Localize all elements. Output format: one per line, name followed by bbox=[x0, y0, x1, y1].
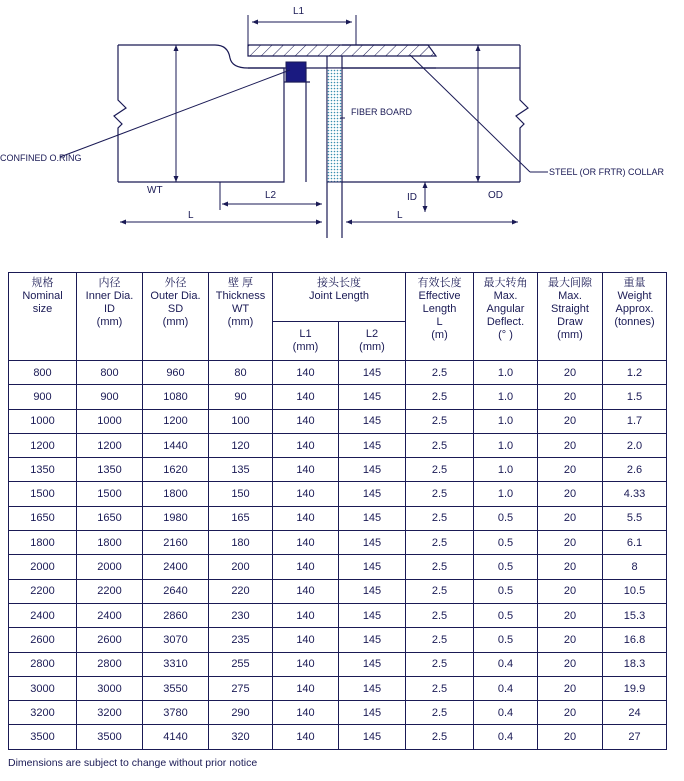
table-cell: 20 bbox=[538, 482, 603, 506]
table-cell: 20 bbox=[538, 531, 603, 555]
table-row bbox=[9, 725, 667, 749]
table-cell: 3070 bbox=[143, 628, 209, 652]
header-effective-length: 有效长度 Effective Length L (m) bbox=[406, 273, 474, 361]
table-cell: 5.5 bbox=[603, 506, 667, 530]
table-cell: 145 bbox=[339, 506, 406, 530]
label-od: OD bbox=[488, 190, 503, 201]
table-row bbox=[9, 361, 667, 385]
table-cell: 2.5 bbox=[406, 433, 474, 457]
label-l1: L1 bbox=[293, 6, 305, 17]
table-cell: 20 bbox=[538, 458, 603, 482]
table-cell: 4140 bbox=[143, 725, 209, 749]
table-cell: 145 bbox=[339, 433, 406, 457]
joint-cross-section-diagram bbox=[0, 0, 684, 245]
table-row bbox=[9, 555, 667, 579]
table-cell: 4.33 bbox=[603, 482, 667, 506]
table-cell: 275 bbox=[209, 676, 273, 700]
footnote: Dimensions are subject to change without prior notice bbox=[8, 757, 258, 769]
table-cell: 2600 bbox=[9, 628, 77, 652]
table-cell: 900 bbox=[77, 385, 143, 409]
table-cell: 145 bbox=[339, 725, 406, 749]
table-cell: 1.2 bbox=[603, 361, 667, 385]
header-joint-length: 接头长度 Joint Length bbox=[273, 273, 406, 322]
table-cell: 145 bbox=[339, 579, 406, 603]
header-angular-deflect: 最大转角 Max. Angular Deflect. (° ) bbox=[474, 273, 538, 361]
table-cell: 140 bbox=[273, 725, 339, 749]
label-o-ring: CONFINED O.RING bbox=[0, 153, 82, 163]
table-cell: 230 bbox=[209, 603, 273, 627]
header-l1: L1 (mm) bbox=[273, 322, 339, 361]
table-cell: 145 bbox=[339, 701, 406, 725]
table-cell: 1.5 bbox=[603, 385, 667, 409]
table-cell: 140 bbox=[273, 652, 339, 676]
table-cell: 2400 bbox=[143, 555, 209, 579]
table-cell: 2.5 bbox=[406, 725, 474, 749]
table-cell: 145 bbox=[339, 676, 406, 700]
table-cell: 20 bbox=[538, 701, 603, 725]
table-cell: 2400 bbox=[77, 603, 143, 627]
table-cell: 135 bbox=[209, 458, 273, 482]
header-straight-draw: 最大间隙 Max. Straight Draw (mm) bbox=[538, 273, 603, 361]
table-cell: 1.0 bbox=[474, 433, 538, 457]
table-cell: 1650 bbox=[9, 506, 77, 530]
table-row bbox=[9, 701, 667, 725]
steel-collar bbox=[248, 45, 436, 56]
table-cell: 0.5 bbox=[474, 603, 538, 627]
table-cell: 1.0 bbox=[474, 361, 538, 385]
label-collar: STEEL (OR FRTR) COLLAR bbox=[549, 167, 665, 177]
header-outer-dia: 外径 Outer Dia. SD (mm) bbox=[143, 273, 209, 361]
table-cell: 20 bbox=[538, 385, 603, 409]
table-cell: 145 bbox=[339, 385, 406, 409]
table-row bbox=[9, 458, 667, 482]
table-cell: 800 bbox=[77, 361, 143, 385]
table-cell: 235 bbox=[209, 628, 273, 652]
table-cell: 290 bbox=[209, 701, 273, 725]
label-fiber-board: FIBER BOARD bbox=[351, 107, 413, 117]
table-cell: 1350 bbox=[77, 458, 143, 482]
table-cell: 900 bbox=[9, 385, 77, 409]
table-cell: 1350 bbox=[9, 458, 77, 482]
table-cell: 0.4 bbox=[474, 676, 538, 700]
table-cell: 27 bbox=[603, 725, 667, 749]
table-cell: 140 bbox=[273, 506, 339, 530]
table-cell: 220 bbox=[209, 579, 273, 603]
header-l2: L2 (mm) bbox=[339, 322, 406, 361]
table-cell: 20 bbox=[538, 361, 603, 385]
o-ring bbox=[286, 62, 306, 82]
table-cell: 2800 bbox=[77, 652, 143, 676]
table-cell: 20 bbox=[538, 433, 603, 457]
table-cell: 8 bbox=[603, 555, 667, 579]
table-cell: 3200 bbox=[9, 701, 77, 725]
table-cell: 140 bbox=[273, 385, 339, 409]
table-cell: 3000 bbox=[77, 676, 143, 700]
table-cell: 0.5 bbox=[474, 531, 538, 555]
table-cell: 2160 bbox=[143, 531, 209, 555]
table-cell: 145 bbox=[339, 555, 406, 579]
table-cell: 2800 bbox=[9, 652, 77, 676]
table-cell: 2.5 bbox=[406, 458, 474, 482]
right-pipe-break bbox=[516, 45, 528, 182]
table-cell: 1200 bbox=[9, 433, 77, 457]
table-cell: 2.5 bbox=[406, 652, 474, 676]
table-cell: 2.5 bbox=[406, 409, 474, 433]
table-cell: 1620 bbox=[143, 458, 209, 482]
table-cell: 3780 bbox=[143, 701, 209, 725]
table-cell: 0.5 bbox=[474, 628, 538, 652]
table-cell: 145 bbox=[339, 652, 406, 676]
left-pipe-outline bbox=[118, 45, 284, 182]
table-cell: 1800 bbox=[9, 531, 77, 555]
table-cell: 1500 bbox=[77, 482, 143, 506]
table-cell: 150 bbox=[209, 482, 273, 506]
table-cell: 0.5 bbox=[474, 555, 538, 579]
table-cell: 3310 bbox=[143, 652, 209, 676]
table-cell: 145 bbox=[339, 531, 406, 555]
pipe-spec-table bbox=[8, 272, 667, 750]
table-row bbox=[9, 531, 667, 555]
table-cell: 1.7 bbox=[603, 409, 667, 433]
table-cell: 140 bbox=[273, 676, 339, 700]
table-cell: 960 bbox=[143, 361, 209, 385]
table-cell: 20 bbox=[538, 676, 603, 700]
table-cell: 3550 bbox=[143, 676, 209, 700]
table-cell: 140 bbox=[273, 458, 339, 482]
header-inner-dia: 内径 Inner Dia. ID (mm) bbox=[77, 273, 143, 361]
spec-table-body bbox=[9, 361, 667, 750]
table-cell: 320 bbox=[209, 725, 273, 749]
table-cell: 140 bbox=[273, 482, 339, 506]
table-cell: 1.0 bbox=[474, 458, 538, 482]
table-cell: 140 bbox=[273, 409, 339, 433]
table-cell: 20 bbox=[538, 555, 603, 579]
table-row bbox=[9, 385, 667, 409]
table-row bbox=[9, 676, 667, 700]
table-cell: 2.5 bbox=[406, 603, 474, 627]
table-row bbox=[9, 652, 667, 676]
table-cell: 140 bbox=[273, 701, 339, 725]
table-cell: 2600 bbox=[77, 628, 143, 652]
table-cell: 140 bbox=[273, 603, 339, 627]
label-l-left: L bbox=[188, 210, 194, 221]
table-cell: 2.5 bbox=[406, 482, 474, 506]
header-weight: 重量 Weight Approx. (tonnes) bbox=[603, 273, 667, 361]
table-cell: 2.5 bbox=[406, 628, 474, 652]
table-cell: 1080 bbox=[143, 385, 209, 409]
table-cell: 0.5 bbox=[474, 579, 538, 603]
table-cell: 10.5 bbox=[603, 579, 667, 603]
table-cell: 80 bbox=[209, 361, 273, 385]
table-cell: 24 bbox=[603, 701, 667, 725]
table-cell: 200 bbox=[209, 555, 273, 579]
table-cell: 145 bbox=[339, 409, 406, 433]
table-cell: 120 bbox=[209, 433, 273, 457]
table-row bbox=[9, 433, 667, 457]
table-cell: 1650 bbox=[77, 506, 143, 530]
table-cell: 1.0 bbox=[474, 385, 538, 409]
table-cell: 2.5 bbox=[406, 361, 474, 385]
table-cell: 0.4 bbox=[474, 701, 538, 725]
table-cell: 140 bbox=[273, 433, 339, 457]
table-cell: 145 bbox=[339, 361, 406, 385]
table-cell: 20 bbox=[538, 725, 603, 749]
table-cell: 1200 bbox=[77, 433, 143, 457]
label-id: ID bbox=[407, 192, 417, 203]
table-cell: 145 bbox=[339, 458, 406, 482]
label-l-right: L bbox=[397, 210, 403, 221]
table-cell: 2.6 bbox=[603, 458, 667, 482]
table-cell: 2200 bbox=[9, 579, 77, 603]
table-cell: 3500 bbox=[9, 725, 77, 749]
label-wt: WT bbox=[147, 185, 163, 196]
table-cell: 1000 bbox=[9, 409, 77, 433]
table-cell: 20 bbox=[538, 506, 603, 530]
table-cell: 800 bbox=[9, 361, 77, 385]
table-cell: 3000 bbox=[9, 676, 77, 700]
table-cell: 1500 bbox=[9, 482, 77, 506]
table-cell: 2000 bbox=[77, 555, 143, 579]
table-cell: 1440 bbox=[143, 433, 209, 457]
table-cell: 140 bbox=[273, 531, 339, 555]
table-cell: 145 bbox=[339, 482, 406, 506]
table-cell: 2.5 bbox=[406, 555, 474, 579]
table-cell: 20 bbox=[538, 579, 603, 603]
table-cell: 0.5 bbox=[474, 506, 538, 530]
table-cell: 16.8 bbox=[603, 628, 667, 652]
table-cell: 1000 bbox=[77, 409, 143, 433]
table-cell: 20 bbox=[538, 409, 603, 433]
header-thickness: 壁 厚 Thickness WT (mm) bbox=[209, 273, 273, 361]
table-cell: 1800 bbox=[77, 531, 143, 555]
table-cell: 1.0 bbox=[474, 482, 538, 506]
table-cell: 2400 bbox=[9, 603, 77, 627]
table-cell: 0.4 bbox=[474, 652, 538, 676]
table-cell: 2.5 bbox=[406, 579, 474, 603]
left-pipe-break bbox=[114, 45, 126, 182]
table-cell: 1800 bbox=[143, 482, 209, 506]
table-cell: 180 bbox=[209, 531, 273, 555]
table-cell: 165 bbox=[209, 506, 273, 530]
table-cell: 140 bbox=[273, 555, 339, 579]
table-cell: 2.0 bbox=[603, 433, 667, 457]
header-nominal-size: 规格 Nominal size bbox=[9, 273, 77, 361]
table-cell: 2.5 bbox=[406, 506, 474, 530]
table-cell: 20 bbox=[538, 603, 603, 627]
table-cell: 15.3 bbox=[603, 603, 667, 627]
table-cell: 20 bbox=[538, 628, 603, 652]
table-cell: 0.4 bbox=[474, 725, 538, 749]
table-cell: 2000 bbox=[9, 555, 77, 579]
fiber-board bbox=[327, 68, 342, 182]
table-cell: 2.5 bbox=[406, 701, 474, 725]
table-cell: 1200 bbox=[143, 409, 209, 433]
table-cell: 2.5 bbox=[406, 385, 474, 409]
table-cell: 2200 bbox=[77, 579, 143, 603]
table-cell: 140 bbox=[273, 361, 339, 385]
table-cell: 19.9 bbox=[603, 676, 667, 700]
table-cell: 3200 bbox=[77, 701, 143, 725]
table-cell: 145 bbox=[339, 603, 406, 627]
table-row bbox=[9, 506, 667, 530]
table-cell: 1980 bbox=[143, 506, 209, 530]
table-row bbox=[9, 603, 667, 627]
table-cell: 140 bbox=[273, 628, 339, 652]
table-cell: 255 bbox=[209, 652, 273, 676]
table-row bbox=[9, 579, 667, 603]
table-row bbox=[9, 409, 667, 433]
table-cell: 145 bbox=[339, 628, 406, 652]
table-cell: 6.1 bbox=[603, 531, 667, 555]
table-cell: 18.3 bbox=[603, 652, 667, 676]
table-cell: 20 bbox=[538, 652, 603, 676]
table-cell: 2.5 bbox=[406, 676, 474, 700]
table-cell: 140 bbox=[273, 579, 339, 603]
table-row bbox=[9, 628, 667, 652]
table-cell: 2860 bbox=[143, 603, 209, 627]
table-cell: 2.5 bbox=[406, 531, 474, 555]
label-l2: L2 bbox=[265, 190, 277, 201]
table-row bbox=[9, 482, 667, 506]
table-cell: 3500 bbox=[77, 725, 143, 749]
table-cell: 1.0 bbox=[474, 409, 538, 433]
table-cell: 100 bbox=[209, 409, 273, 433]
table-cell: 90 bbox=[209, 385, 273, 409]
table-cell: 2640 bbox=[143, 579, 209, 603]
